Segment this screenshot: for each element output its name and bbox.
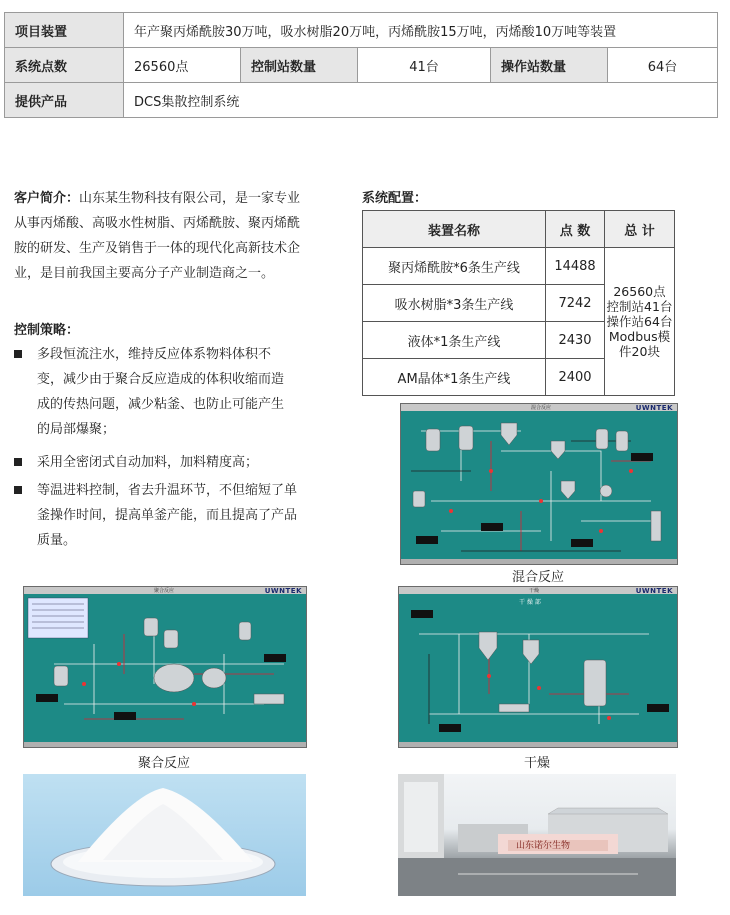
- total-line: 26560点: [613, 284, 666, 299]
- control-station-label: 控制站数量: [241, 48, 358, 83]
- mix-process-diagram: [401, 411, 677, 559]
- product-value: DCS集散控制系统: [124, 83, 718, 118]
- factory-gate-photo: [398, 774, 676, 896]
- polymerization-screen: [23, 586, 307, 748]
- mix-reaction-screen: [400, 403, 678, 565]
- strategy-item: [14, 342, 344, 442]
- strategy-line: 多段恒流注水，维持反应体系物料体积不: [37, 347, 272, 362]
- product-label: 提供产品: [5, 83, 124, 118]
- intro-title: 客户简介：: [14, 191, 80, 206]
- config-row-name: 聚丙烯酰胺*6条生产线: [363, 248, 546, 285]
- drying-screen: [398, 586, 678, 748]
- config-row-points: 2430: [546, 322, 605, 359]
- strategy-title: 控制策略：: [14, 323, 80, 338]
- operator-station-label: 操作站数量: [491, 48, 608, 83]
- config-header-total: 总 计: [605, 211, 675, 248]
- bullet-square-icon: [14, 486, 22, 494]
- factory-sign: 山东诺尔生物: [516, 841, 571, 851]
- config-header-name: 装置名称: [363, 211, 546, 248]
- intro-line: 从事丙烯酸、高吸水性树脂、丙烯酰胺、聚丙烯酰: [14, 216, 301, 231]
- drying-inner-title: 干 燥 部: [519, 599, 541, 606]
- table-row: [363, 248, 675, 285]
- polymerization-process-diagram: [24, 594, 306, 742]
- total-line: Modbus模件20块: [608, 329, 671, 359]
- points-value: 26560点: [124, 48, 241, 83]
- strategy-item: [14, 450, 344, 475]
- screen-statusbar: [24, 742, 306, 747]
- screen-title: 干燥: [529, 588, 540, 594]
- config-row-points: 14488: [546, 248, 605, 285]
- project-info-table: [4, 12, 718, 118]
- intro-line: 业，是目前我国主要高分子产业制造商之一。: [14, 266, 275, 281]
- strategy-line: 等温进料控制，省去升温环节，不但缩短了单: [37, 483, 298, 498]
- screen-statusbar: [401, 559, 677, 564]
- strategy-item: [14, 478, 344, 553]
- bullet-square-icon: [14, 350, 22, 358]
- brand-logo: UWNTEK: [635, 587, 673, 595]
- config-header-points: 点 数: [546, 211, 605, 248]
- total-line: 操作站64台: [606, 314, 673, 329]
- customer-intro: [14, 186, 349, 286]
- factory-scene-image: [398, 774, 676, 896]
- screen-statusbar: [399, 742, 677, 747]
- screen-title: 聚合反应: [154, 588, 175, 594]
- bullet-square-icon: [14, 458, 22, 466]
- brand-logo: UWNTEK: [264, 587, 302, 595]
- project-label: 项目装置: [5, 13, 124, 48]
- powder-pile-image: [23, 774, 306, 896]
- total-line: 控制站41台: [606, 299, 673, 314]
- config-row-points: 7242: [546, 285, 605, 322]
- config-row-name: 吸水树脂*3条生产线: [363, 285, 546, 322]
- caption-mix-reaction: 混合反应: [511, 570, 564, 585]
- intro-line: 胺的研发、生产及销售于一体的现代化高新技术企: [14, 241, 301, 256]
- config-row-name: AM晶体*1条生产线: [363, 359, 546, 396]
- project-value: 年产聚丙烯酰胺30万吨，吸水树脂20万吨，丙烯酰胺15万吨，丙烯酸10万吨等装置: [124, 13, 718, 48]
- caption-polymerization: 聚合反应: [137, 756, 190, 771]
- strategy-line: 的局部爆聚；: [37, 422, 116, 437]
- drying-process-diagram: [399, 594, 677, 742]
- product-powder-photo: [23, 774, 306, 896]
- config-row-name: 液体*1条生产线: [363, 322, 546, 359]
- strategy-line: 质量。: [37, 533, 77, 548]
- config-title: 系统配置：: [362, 191, 428, 206]
- brand-logo: UWNTEK: [635, 404, 673, 412]
- strategy-line: 变，减少由于聚合反应造成的体积收缩而造: [37, 372, 285, 387]
- strategy-line: 釜操作时间，提高单釜产能，而且提高了产品: [37, 508, 298, 523]
- intro-line: 山东某生物科技有限公司，是一家专业: [79, 191, 301, 206]
- system-config-table: [362, 210, 675, 396]
- config-row-points: 2400: [546, 359, 605, 396]
- control-station-value: 41台: [358, 48, 491, 83]
- config-total: [605, 248, 675, 396]
- points-label: 系统点数: [5, 48, 124, 83]
- strategy-line: 采用全密闭式自动加料，加料精度高；: [37, 455, 259, 470]
- screen-title: 混合反应: [531, 405, 552, 411]
- strategy-line: 成的传热问题，减少粘釜、也防止可能产生: [37, 397, 285, 412]
- operator-station-value: 64台: [608, 48, 718, 83]
- caption-drying: 干燥: [523, 756, 550, 771]
